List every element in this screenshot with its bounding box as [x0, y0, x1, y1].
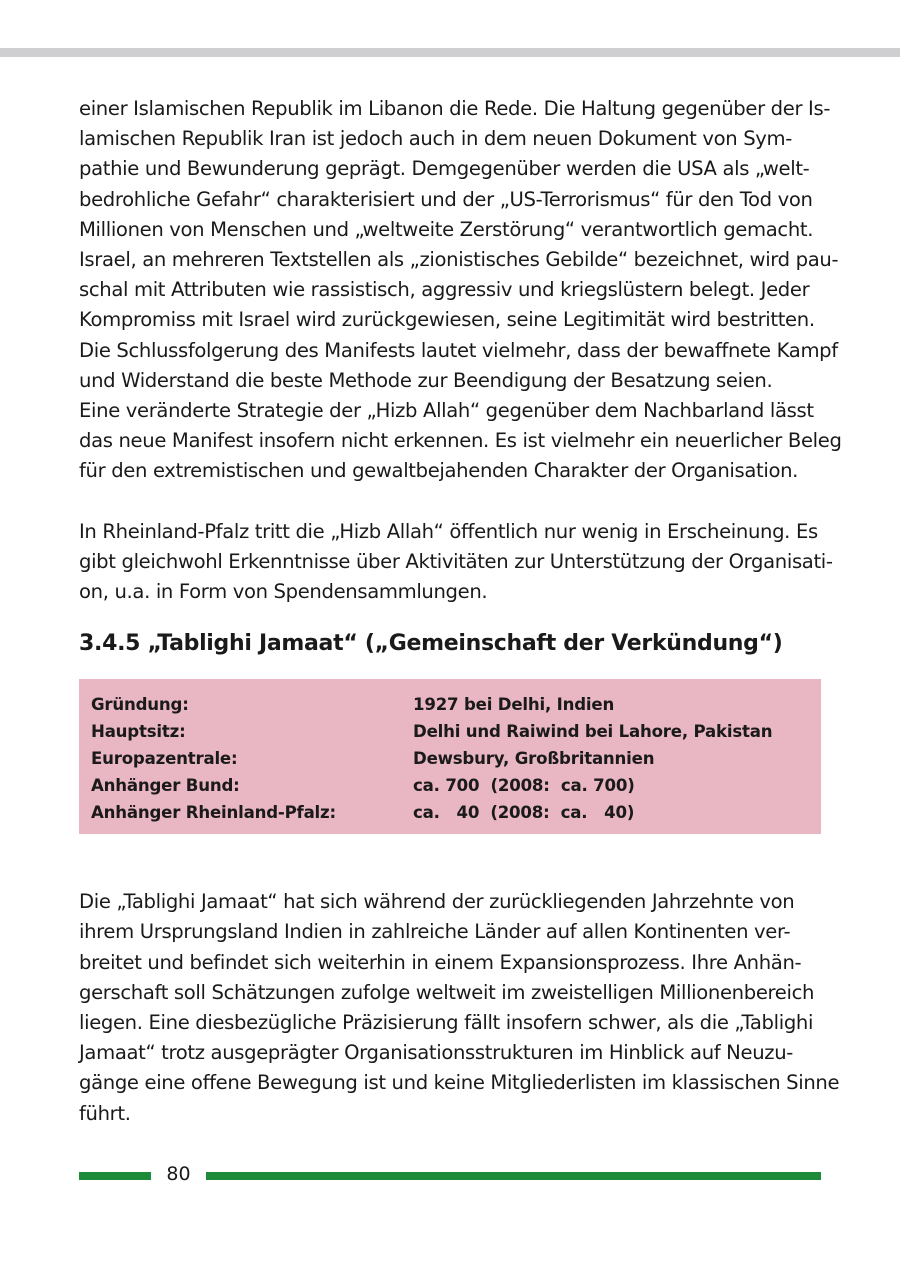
fact-value: Dewsbury, Großbritannien: [413, 749, 655, 769]
fact-row-followers-rlp: [91, 799, 821, 826]
paragraph-tablighi-jamaat: [79, 887, 840, 1129]
text-line: Eine veränderte Strategie der „Hizb Allah“ gegenüber dem Nachbarland lässt: [79, 399, 814, 423]
text-line: ihrem Ursprungsland Indien in zahlreiche Länder auf allen Kontinenten ver-: [79, 920, 791, 944]
paragraph-spacer: [79, 487, 821, 517]
section-heading: 3.4.5 „Tablighi Jamaat“ („Gemeinschaft der Verkündung“): [79, 631, 783, 657]
fact-label: Anhänger Rheinland-Pfalz:: [91, 803, 336, 823]
text-line: In Rheinland-Pfalz tritt die „Hizb Allah“ öffentlich nur wenig in Erscheinung. Es: [79, 519, 818, 543]
fact-label: Gründung:: [91, 695, 189, 715]
footer-bar-right: [206, 1172, 821, 1180]
text-line: pathie und Bewunderung geprägt. Demgegenüber werden die USA als „welt-: [79, 157, 810, 181]
text-line: lamischen Republik Iran ist jedoch auch in dem neuen Dokument von Sym-: [79, 127, 792, 151]
fact-box: [79, 679, 821, 834]
text-line: breitet und befindet sich weiterhin in einem Expansionsprozess. Ihre Anhän-: [79, 950, 802, 974]
page-number: 80: [166, 1163, 191, 1185]
text-line: liegen. Eine diesbezügliche Präzisierung fällt insofern schwer, als die „Tablighi: [79, 1011, 814, 1035]
text-line: das neue Manifest insofern nicht erkennen. Es ist vielmehr ein neuerlicher Beleg: [79, 429, 842, 453]
text-line: Die „Tablighi Jamaat“ hat sich während der zurückliegenden Jahrzehnte von: [79, 890, 795, 914]
text-line: on, u.a. in Form von Spendensammlungen.: [79, 580, 488, 604]
fact-label: Europazentrale:: [91, 749, 238, 769]
top-gray-bar: [0, 48, 900, 57]
paragraph-rheinland-pfalz: [79, 517, 833, 608]
paragraph-hizb-allah-manifest: [79, 94, 842, 487]
section-spacer: [79, 834, 821, 887]
text-line: Jamaat“ trotz ausgeprägter Organisationsstrukturen im Hinblick auf Neuzu-: [79, 1041, 793, 1065]
fact-value: 1927 bei Delhi, Indien: [413, 695, 615, 715]
text-line: bedrohliche Gefahr“ charakterisiert und der „US-Terrorismus“ für den Tod von: [79, 187, 813, 211]
fact-value: ca. 700 (2008: ca. 700): [413, 776, 635, 796]
page-footer: [79, 1162, 821, 1186]
text-line: für den extremistischen und gewaltbejahenden Charakter der Organisation.: [79, 459, 799, 483]
text-line: gänge eine offene Bewegung ist und keine Mitgliederlisten im klassischen Sinne: [79, 1071, 840, 1095]
text-line: gerschaft soll Schätzungen zufolge weltweit im zweistelligen Millionenbereich: [79, 980, 815, 1004]
text-line: Millionen von Menschen und „weltweite Zerstörung“ verantwortlich gemacht.: [79, 217, 814, 241]
fact-row-founding: [91, 691, 821, 718]
text-line: einer Islamischen Republik im Libanon die Rede. Die Haltung gegenüber der Is-: [79, 97, 831, 120]
fact-row-headquarters: [91, 718, 821, 745]
text-line: schal mit Attributen wie rassistisch, aggressiv und kriegslüstern belegt. Jeder: [79, 278, 810, 302]
fact-row-europe-center: [91, 745, 821, 772]
text-line: führt.: [79, 1101, 131, 1125]
text-line: Kompromiss mit Israel wird zurückgewiesen, seine Legitimität wird bestritten.: [79, 308, 815, 332]
fact-label: Hauptsitz:: [91, 722, 186, 742]
page-content: [79, 94, 842, 1129]
fact-value: Delhi und Raiwind bei Lahore, Pakistan: [413, 722, 773, 742]
fact-value: ca. 40 (2008: ca. 40): [413, 803, 635, 823]
footer-bar-left: [79, 1172, 151, 1180]
text-line: und Widerstand die beste Methode zur Beendigung der Besatzung seien.: [79, 368, 773, 392]
fact-row-followers-federal: [91, 772, 821, 799]
fact-label: Anhänger Bund:: [91, 776, 240, 796]
text-line: Die Schlussfolgerung des Manifests lautet vielmehr, dass der bewaffnete Kampf: [79, 338, 838, 362]
text-line: gibt gleichwohl Erkenntnisse über Aktivitäten zur Unterstützung der Organisati-: [79, 549, 833, 573]
text-line: Israel, an mehreren Textstellen als „zionistisches Gebilde“ bezeichnet, wird pau-: [79, 248, 839, 272]
